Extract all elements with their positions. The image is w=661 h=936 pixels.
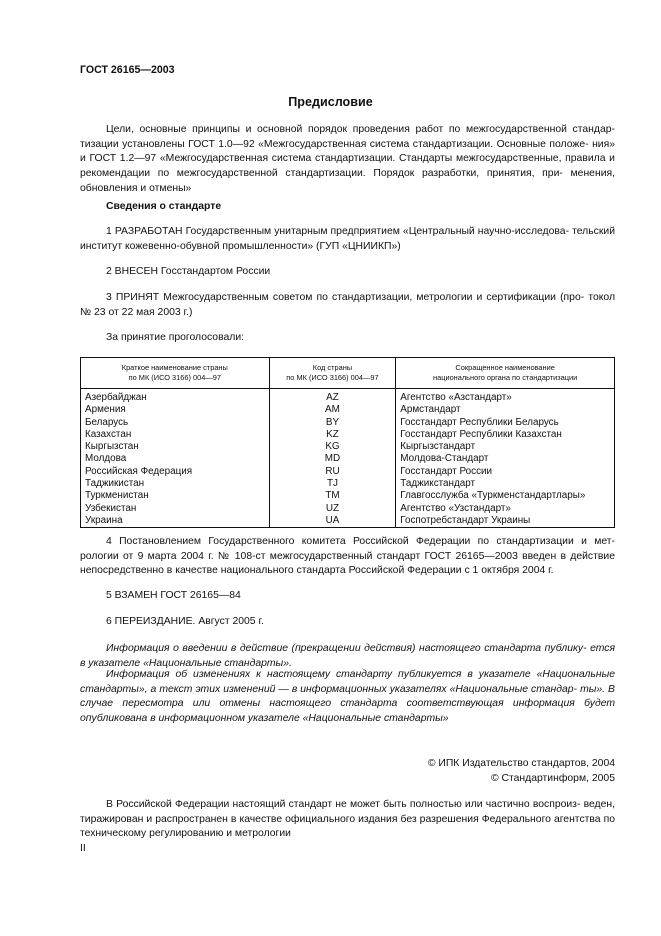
body-cell: Госстандарт России	[396, 466, 615, 478]
code-cell: KG	[269, 441, 396, 453]
rights-paragraph: В Российской Федерации настоящий стандарт не может быть полностью или частично воспроиз- веден, тиражирован и распространен в качестве официального издания без разрешения Федерального агентства по техническому регулированию и метрологии	[80, 799, 616, 840]
table-row	[81, 429, 615, 441]
copyright-line-1: © ИПК Издательство стандартов, 2004	[427, 758, 615, 769]
item-enacted: 4 Постановлением Государственного комитета Российской Федерации по стандартизации и мет- рологии от 9 марта 2004 г. № 108-ст межгосударственный стандарт ГОСТ 26165—2003 введен в действие непосредственно в качестве национального стандарта Российской Федерации с 1 октября 2004 г.	[80, 536, 615, 577]
table-row	[81, 503, 615, 515]
code-cell: KZ	[269, 429, 396, 441]
table-row	[81, 389, 615, 405]
code-cell: RU	[269, 466, 396, 478]
notice-changes: Информация об изменениях к настоящему стандарту публикуется в указателе «Национальные стандарты», а текст этих изменений — в информационных указателях «Национальные стандар- ты». В случае пересмотра или отмены настоящего стандарта соответствующая информация будет опубликована в информационном указателе «Национальные стандарты»	[80, 669, 616, 725]
standard-number: ГОСТ 26165—2003	[80, 64, 175, 76]
table-row	[81, 441, 615, 453]
info-heading: Сведения о стандарте	[106, 201, 222, 212]
country-cell: Таджикистан	[81, 478, 270, 490]
table-row	[81, 453, 615, 465]
intro-paragraph: Цели, основные принципы и основной порядок проведения работ по межгосударственной стандар- тизации установлены ГОСТ 1.0—92 «Межгосударственная система стандартизации. Основные положе- ния» и ГОСТ 1.2—97 «Межгосударственная система стандартизации. Стандарты межгосударственные, правила и рекомендации по межгосударственной стандартизации. Порядок разработки, принятия, при- менения, обновления и отмены»	[80, 124, 616, 194]
country-cell: Украина	[81, 515, 270, 528]
body-cell: Таджикстандарт	[396, 478, 615, 490]
table-row	[81, 404, 615, 416]
code-cell: TM	[269, 490, 396, 502]
body-cell: Госстандарт Республики Казахстан	[396, 429, 615, 441]
item-reissue: 6 ПЕРЕИЗДАНИЕ. Август 2005 г.	[106, 616, 264, 627]
copyright-line-2: © Стандартинформ, 2005	[490, 773, 615, 784]
table-row	[81, 478, 615, 490]
body-cell: Кыргызстандарт	[396, 441, 615, 453]
item-replaces: 5 ВЗАМЕН ГОСТ 26165—84	[106, 590, 241, 601]
code-cell: AM	[269, 404, 396, 416]
table-row	[81, 515, 615, 528]
country-cell: Молдова	[81, 453, 270, 465]
notice-enactment: Информация о введении в действие (прекращении действия) настоящего стандарта публику- ется в указателе «Национальные стандарты».	[80, 643, 616, 669]
country-cell: Азербайджан	[81, 389, 270, 405]
code-cell: MD	[269, 453, 396, 465]
body-cell: Госстандарт Республики Беларусь	[396, 417, 615, 429]
body-cell: Армстандарт	[396, 404, 615, 416]
body-cell: Госпотребстандарт Украины	[396, 515, 615, 528]
page-title: Предисловие	[288, 95, 373, 109]
country-cell: Беларусь	[81, 417, 270, 429]
header-country: Краткое наименование страны по МК (ИСО 3166) 004—97	[81, 358, 270, 389]
table-row	[81, 466, 615, 478]
item-developed: 1 РАЗРАБОТАН Государственным унитарным предприятием «Центральный научно-исследова- тельский институт кожевенно-обувной промышленности» (ГУП «ЦНИИКП»)	[80, 226, 615, 252]
body-cell: Главгосслужба «Туркменстандартлары»	[396, 490, 615, 502]
body-cell: Агентство «Узстандарт»	[396, 503, 615, 515]
code-cell: UZ	[269, 503, 396, 515]
table-row	[81, 417, 615, 429]
voting-table	[80, 357, 615, 528]
header-body: Сокращенное наименование национального органа по стандартизации	[396, 358, 615, 389]
page-number: II	[80, 843, 86, 854]
code-cell: TJ	[269, 478, 396, 490]
code-cell: BY	[269, 417, 396, 429]
item-introduced: 2 ВНЕСЕН Госстандартом России	[106, 266, 271, 277]
body-cell: Молдова-Стандарт	[396, 453, 615, 465]
country-cell: Российская Федерация	[81, 466, 270, 478]
copyright-block	[428, 756, 615, 786]
country-cell: Кыргызстан	[81, 441, 270, 453]
country-cell: Узбекистан	[81, 503, 270, 515]
code-cell: AZ	[269, 389, 396, 405]
code-cell: UA	[269, 515, 396, 528]
country-cell: Казахстан	[81, 429, 270, 441]
header-code: Код страны по МК (ИСО 3166) 004—97	[269, 358, 396, 389]
country-cell: Армения	[81, 404, 270, 416]
table-row	[81, 490, 615, 502]
country-cell: Туркменистан	[81, 490, 270, 502]
item-adopted: 3 ПРИНЯТ Межгосударственным советом по стандартизации, метрологии и сертификации (про- токол № 23 от 22 мая 2003 г.)	[80, 292, 616, 318]
body-cell: Агентство «Азстандарт»	[396, 389, 615, 405]
table-header-row	[81, 358, 615, 389]
voted-label: За принятие проголосовали:	[106, 332, 245, 343]
